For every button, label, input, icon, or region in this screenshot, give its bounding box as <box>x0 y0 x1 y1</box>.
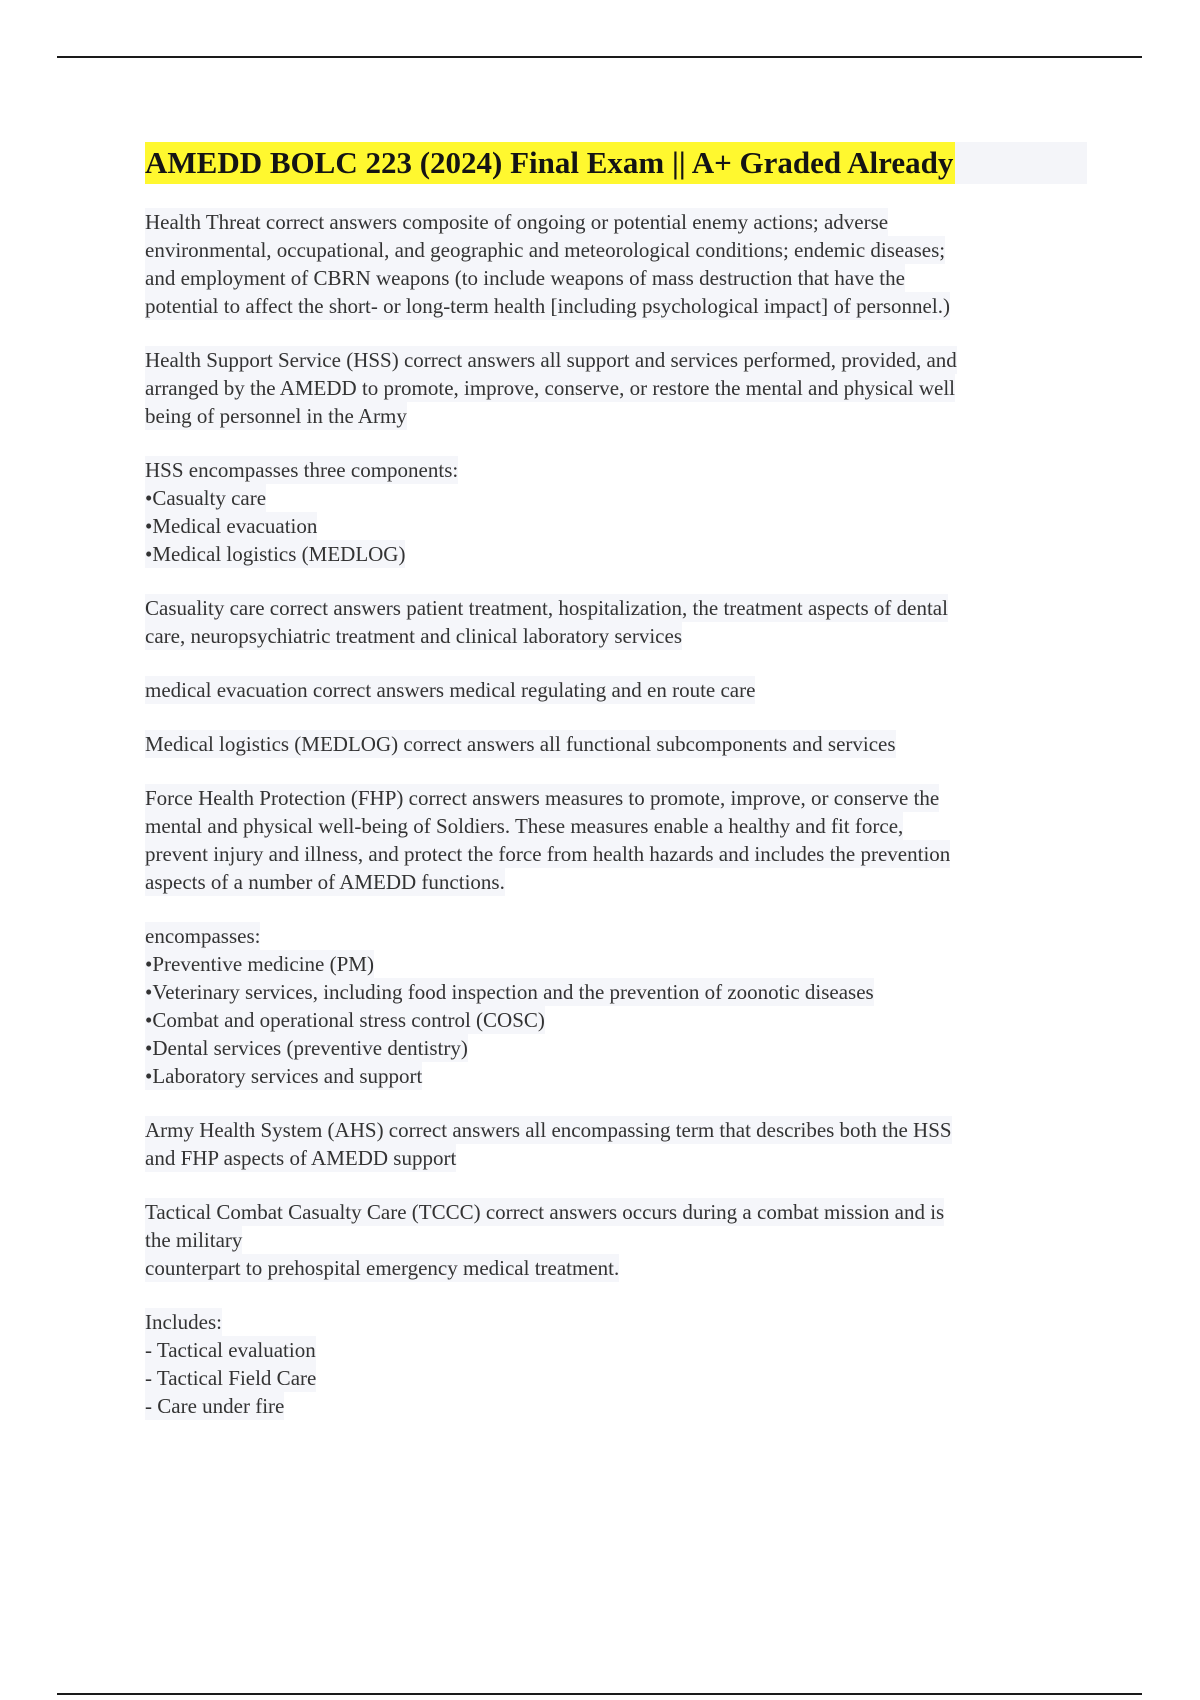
text-line: environmental, occupational, and geographic and meteorological conditions; endemic diseases; <box>145 238 946 262</box>
text-line: Health Threat correct answers composite of ongoing or potential enemy actions; adverse <box>145 210 889 234</box>
list-item: - Care under fire <box>145 1394 285 1418</box>
text-line: Medical logistics (MEDLOG) correct answers all functional subcomponents and services <box>145 732 896 756</box>
document-body <box>145 142 1095 1446</box>
paragraph-health-support-service <box>145 346 1095 430</box>
text-line: being of personnel in the Army <box>145 404 407 428</box>
text-line: potential to affect the short- or long-term health [including psychological impact] of personnel.) <box>145 294 950 318</box>
text-line: encompasses: <box>145 924 261 948</box>
list-item: •Combat and operational stress control (COSC) <box>145 1008 545 1032</box>
text-line: Casuality care correct answers patient treatment, hospitalization, the treatment aspects of dental <box>145 596 948 620</box>
bottom-rule <box>57 1693 1142 1695</box>
list-item: •Casualty care <box>145 486 267 510</box>
text-line: arranged by the AMEDD to promote, improve, conserve, or restore the mental and physical well <box>145 376 956 400</box>
paragraph-force-health-protection <box>145 784 1095 896</box>
title-block <box>145 142 1087 184</box>
paragraph-health-threat <box>145 208 1095 320</box>
paragraph-tccc <box>145 1198 1095 1282</box>
list-item: •Medical evacuation <box>145 514 318 538</box>
text-line: HSS encompasses three components: <box>145 458 459 482</box>
text-line: Force Health Protection (FHP) correct answers measures to promote, improve, or conserve the <box>145 786 940 810</box>
list-item: •Laboratory services and support <box>145 1064 423 1088</box>
paragraph-tccc-includes <box>145 1308 1095 1420</box>
paragraph-fhp-encompasses <box>145 922 1095 1090</box>
list-item: •Medical logistics (MEDLOG) <box>145 542 406 566</box>
text-line: mental and physical well-being of Soldiers. These measures enable a healthy and fit force, <box>145 814 904 838</box>
top-rule <box>57 56 1142 58</box>
list-item: - Tactical evaluation <box>145 1338 316 1362</box>
text-line: and FHP aspects of AMEDD support <box>145 1146 457 1170</box>
list-item: •Preventive medicine (PM) <box>145 952 374 976</box>
text-line: Tactical Combat Casualty Care (TCCC) correct answers occurs during a combat mission and is <box>145 1200 945 1224</box>
text-line: prevent injury and illness, and protect the force from health hazards and includes the prevention <box>145 842 951 866</box>
text-line: counterpart to prehospital emergency medical treatment. <box>145 1256 620 1280</box>
text-line: and employment of CBRN weapons (to include weapons of mass destruction that have the <box>145 266 905 290</box>
list-item: •Dental services (preventive dentistry) <box>145 1036 468 1060</box>
text-line: medical evacuation correct answers medical regulating and en route care <box>145 678 756 702</box>
paragraph-army-health-system <box>145 1116 1095 1172</box>
text-line: aspects of a number of AMEDD functions. <box>145 870 505 894</box>
paragraph-medical-evacuation <box>145 676 1095 704</box>
paragraph-casualty-care <box>145 594 1095 650</box>
text-line: Army Health System (AHS) correct answers all encompassing term that describes both the HSS <box>145 1118 952 1142</box>
paragraph-medical-logistics <box>145 730 1095 758</box>
list-item: •Veterinary services, including food inspection and the prevention of zoonotic diseases <box>145 980 874 1004</box>
document-title: AMEDD BOLC 223 (2024) Final Exam || A+ Graded Already <box>145 142 955 184</box>
text-line: Health Support Service (HSS) correct answers all support and services performed, provided, and <box>145 348 957 372</box>
text-line: care, neuropsychiatric treatment and clinical laboratory services <box>145 624 682 648</box>
text-line: Includes: <box>145 1310 222 1334</box>
text-line: the military <box>145 1228 243 1252</box>
list-item: - Tactical Field Care <box>145 1366 317 1390</box>
paragraph-hss-components <box>145 456 1095 568</box>
